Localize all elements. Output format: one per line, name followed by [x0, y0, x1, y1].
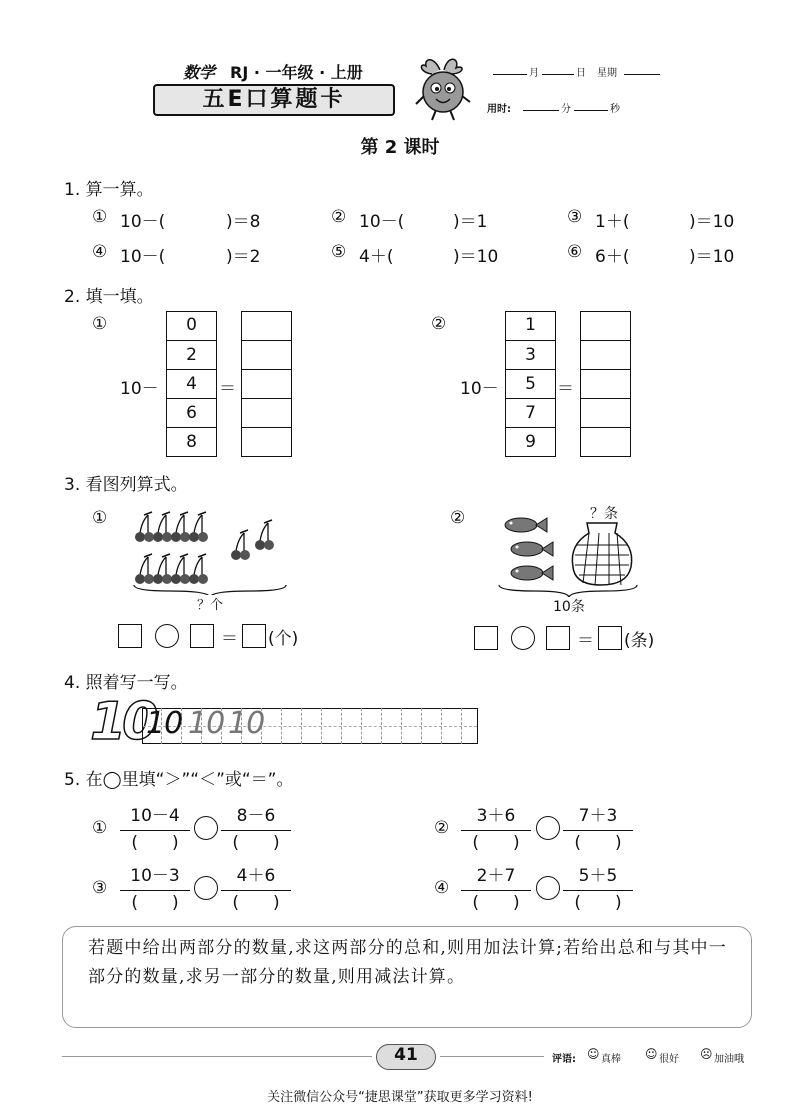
answer-box[interactable] — [474, 626, 498, 650]
equals-sign: ＝ — [577, 631, 594, 651]
week-label: 星期 — [597, 68, 617, 79]
q2-answer-cell[interactable] — [581, 427, 630, 456]
answer-box[interactable] — [190, 624, 214, 648]
q3-p2-question: ？条 — [590, 506, 618, 522]
q1-title: 1. 算一算。 — [64, 180, 154, 200]
q2-cell: 7 — [506, 398, 555, 427]
fraction-left: 10－4 ( ) — [120, 805, 190, 853]
q3-p1-num: ① — [92, 508, 108, 528]
equals-sign: ＝ — [221, 629, 238, 649]
lesson-title: 第 2 课时 — [360, 137, 440, 158]
operator-circle[interactable] — [511, 626, 535, 650]
q2-answer-column — [580, 311, 631, 457]
q2-answer-cell[interactable] — [242, 340, 291, 369]
rating-cheer-icon: ☹ — [700, 1047, 713, 1061]
month-label: 月 — [529, 68, 539, 79]
minute-label: 分 — [561, 104, 571, 115]
fraction-left: 10－3 ( ) — [120, 865, 190, 913]
q2-group-num: ① — [92, 314, 108, 334]
rating-great: 真棒 — [601, 1054, 621, 1065]
q1-item-left: 10－( — [120, 212, 166, 232]
compare-circle[interactable] — [194, 816, 218, 840]
fraction-left: 2＋7 ( ) — [461, 865, 531, 913]
q1-item-num: ⑥ — [567, 242, 583, 262]
q1-item-left: 1＋( — [595, 212, 630, 232]
fraction-right: 7＋3 ( ) — [563, 805, 633, 853]
q1-item-right: )＝8 — [226, 212, 261, 232]
subject-label: 数学 — [183, 63, 216, 82]
q2-group-num: ② — [431, 314, 447, 334]
q5-item-num: ③ — [92, 878, 108, 898]
rating-label: 评语: — [552, 1054, 576, 1065]
q2-cell: 2 — [167, 340, 216, 369]
q5-item-num: ④ — [434, 878, 450, 898]
answer-box[interactable] — [242, 624, 266, 648]
q2-cell: 6 — [167, 398, 216, 427]
operator-circle[interactable] — [155, 624, 179, 648]
q3-p2-num: ② — [450, 508, 466, 528]
time-label: 用时: — [487, 104, 511, 115]
q2-answer-cell[interactable] — [581, 340, 630, 369]
q1-item-right: )＝2 — [226, 247, 261, 267]
q2-answer-cell[interactable] — [242, 398, 291, 427]
unit-label: (条) — [624, 631, 655, 651]
q4-sample: 10 — [90, 692, 155, 752]
q2-answer-column — [241, 311, 292, 457]
answer-box[interactable] — [118, 624, 142, 648]
q2-answer-cell[interactable] — [242, 369, 291, 398]
q2-cell: 5 — [506, 369, 555, 398]
rating-cheer: 加油哦 — [714, 1054, 744, 1065]
answer-box[interactable] — [598, 626, 622, 650]
q5-item-num: ① — [92, 818, 108, 838]
fraction-right: 8－6 ( ) — [221, 805, 291, 853]
q2-cell: 4 — [167, 369, 216, 398]
banner-title: 五E口算题卡 — [202, 87, 346, 112]
q2-group-eq: ＝ — [219, 379, 236, 399]
q2-title: 2. 填一填。 — [64, 287, 154, 307]
q2-cell: 0 — [186, 315, 197, 335]
q3-p1-question: ？个 — [197, 598, 224, 613]
q2-number-column — [166, 311, 217, 457]
fraction-left: 3＋6 ( ) — [461, 805, 531, 853]
q5-title: 5. 在◯里填“＞”“＜”或“＝”。 — [64, 770, 294, 790]
q1-item-left: 6＋( — [595, 247, 630, 267]
fish-jar-illustration — [495, 505, 645, 597]
q1-item-right: )＝1 — [453, 212, 488, 232]
edition-label: RJ · 一年级 · 上册 — [230, 63, 363, 82]
q2-group-prefix: 10－ — [460, 379, 499, 399]
tip-text: 若题中给出两部分的数量,求这两部分的总和,则用加法计算;若给出总和与其中一部分的数量,求另一部分的数量,则用减法计算。 — [88, 938, 727, 987]
q1-item-left: 10－( — [359, 212, 405, 232]
compare-circle[interactable] — [194, 876, 218, 900]
mascot-icon — [410, 52, 476, 122]
q2-cell: 3 — [506, 340, 555, 369]
q1-item-right: )＝10 — [689, 247, 735, 267]
fraction-right: 4＋6 ( ) — [221, 865, 291, 913]
page-number: 41 — [394, 1045, 418, 1065]
q2-cell: 9 — [506, 427, 555, 456]
q2-answer-cell[interactable] — [581, 369, 630, 398]
footer-notice: 关注微信公众号“捷思课堂”获取更多学习资料! — [267, 1090, 533, 1105]
q2-answer-cell[interactable] — [581, 398, 630, 427]
q2-answer-cell[interactable] — [242, 427, 291, 456]
q1-item-num: ⑤ — [331, 242, 347, 262]
q1-item-num: ① — [92, 207, 108, 227]
q5-item-num: ② — [434, 818, 450, 838]
q1-item-left: 4＋( — [359, 247, 394, 267]
q1-item-num: ③ — [567, 207, 583, 227]
q2-cell: 1 — [525, 315, 536, 335]
compare-circle[interactable] — [536, 816, 560, 840]
q3-p2-total: 10条 — [553, 599, 585, 615]
q1-item-num: ④ — [92, 242, 108, 262]
trace-digit: 10 — [188, 706, 225, 741]
q3-title: 3. 看图列算式。 — [64, 475, 188, 495]
q1-item-right: )＝10 — [689, 212, 735, 232]
unit-label: (个) — [268, 629, 299, 649]
rating-good-icon: ☺ — [645, 1047, 658, 1061]
rating-great-icon: ☺ — [587, 1047, 600, 1061]
q2-group-prefix: 10－ — [120, 379, 159, 399]
q1-item-num: ② — [331, 207, 347, 227]
answer-box[interactable] — [546, 626, 570, 650]
trace-digit: 10 — [146, 706, 183, 741]
fraction-right: 5＋5 ( ) — [563, 865, 633, 913]
q2-number-column — [505, 311, 556, 457]
trace-digit: 10 — [228, 706, 265, 741]
q1-item-left: 10－( — [120, 247, 166, 267]
second-label: 秒 — [610, 104, 620, 115]
compare-circle[interactable] — [536, 876, 560, 900]
q2-group-eq: ＝ — [557, 379, 574, 399]
q2-cell: 8 — [167, 427, 216, 456]
day-label: 日 — [576, 68, 586, 79]
q1-item-right: )＝10 — [453, 247, 499, 267]
rating-good: 很好 — [659, 1054, 679, 1065]
cherries-illustration — [130, 505, 290, 595]
q4-title: 4. 照着写一写。 — [64, 673, 188, 693]
